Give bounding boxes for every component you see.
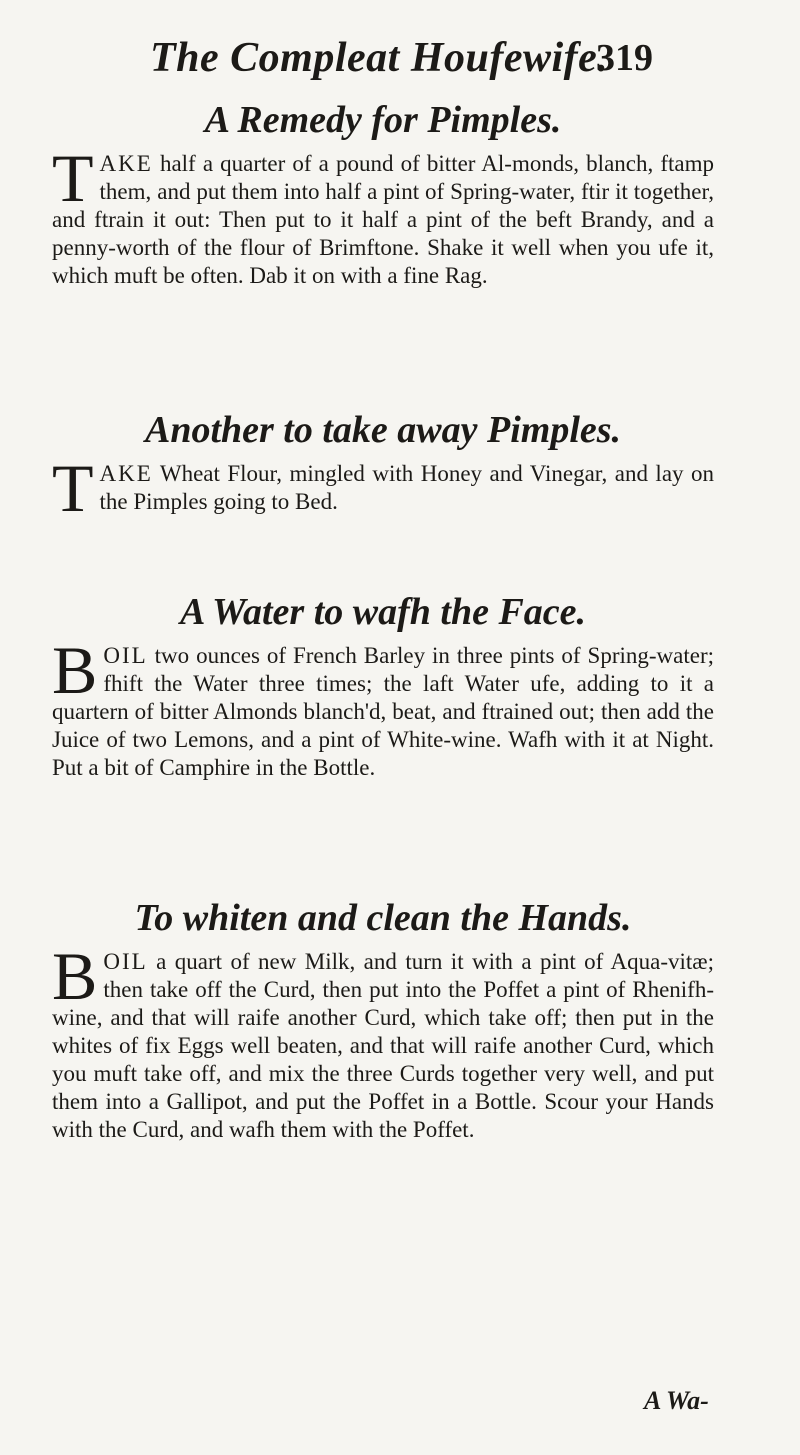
body-text: half a quarter of a pound of bitter Al-monds, blanch, ftamp them, and put them into half a pint of Spring-water, ftir it together, and ftrain it out: Then put to it half a pint of the beft Brandy, and a penny-worth of the flour of Brimftone. Shake it well when you ufe it, which muft be often. Dab it on with a fine Rag. — [52, 151, 714, 288]
lead-word: OIL — [103, 949, 148, 974]
drop-cap: T — [52, 450, 94, 526]
section-heading: To whiten and clean the Hands. — [134, 897, 632, 939]
section-remedy-for-pimples — [52, 98, 714, 290]
running-title: The Compleat Houfewife. — [150, 35, 609, 81]
running-head — [0, 34, 800, 84]
lead-word: OIL — [103, 643, 148, 668]
lead-word: AKE — [99, 151, 153, 176]
page-number: 319 — [596, 37, 653, 79]
body-text: two ounces of French Barley in three pints of Spring-water; fhift the Water three times; the laft Water ufe, adding to it a quartern of bitter Almonds blanch'd, beat, and ftrained out; then add the Juice of two Lemons, and a pint of White-wine. Wafh with it at Night. Put a bit of Camphire in the Bottle. — [52, 643, 714, 780]
section-whiten-hands — [52, 896, 714, 1144]
section-heading: A Water to wafh the Face. — [179, 591, 587, 633]
body-text: Wheat Flour, mingled with Honey and Vinegar, and lay on the Pimples going to Bed. — [99, 461, 714, 514]
section-body — [52, 450, 714, 526]
section-another-pimples — [52, 408, 714, 526]
catchword: A Wa- — [644, 1386, 709, 1415]
drop-cap: B — [52, 938, 98, 1014]
drop-cap: B — [52, 632, 98, 708]
section-body — [52, 632, 714, 782]
section-body — [52, 938, 714, 1144]
drop-cap: T — [52, 140, 94, 216]
body-text: a quart of new Milk, and turn it with a pint of Aqua-vitæ; then take off the Curd, then put into the Poffet a pint of Rhenifh-wine, and that will raife another Curd, which take off; then put in the whites of fix Eggs well beaten, and that will raife another Curd, which you muft take off, and mix the three Curds together very well, and put them into a Gallipot, and put the Poffet in a Bottle. Scour your Hands with the Curd, and wafh them with the Poffet. — [52, 949, 714, 1142]
section-heading: A Remedy for Pimples. — [204, 99, 562, 141]
section-body — [52, 140, 714, 290]
section-water-wash-face — [52, 590, 714, 782]
lead-word: AKE — [99, 461, 153, 486]
section-heading: Another to take away Pimples. — [144, 409, 622, 451]
